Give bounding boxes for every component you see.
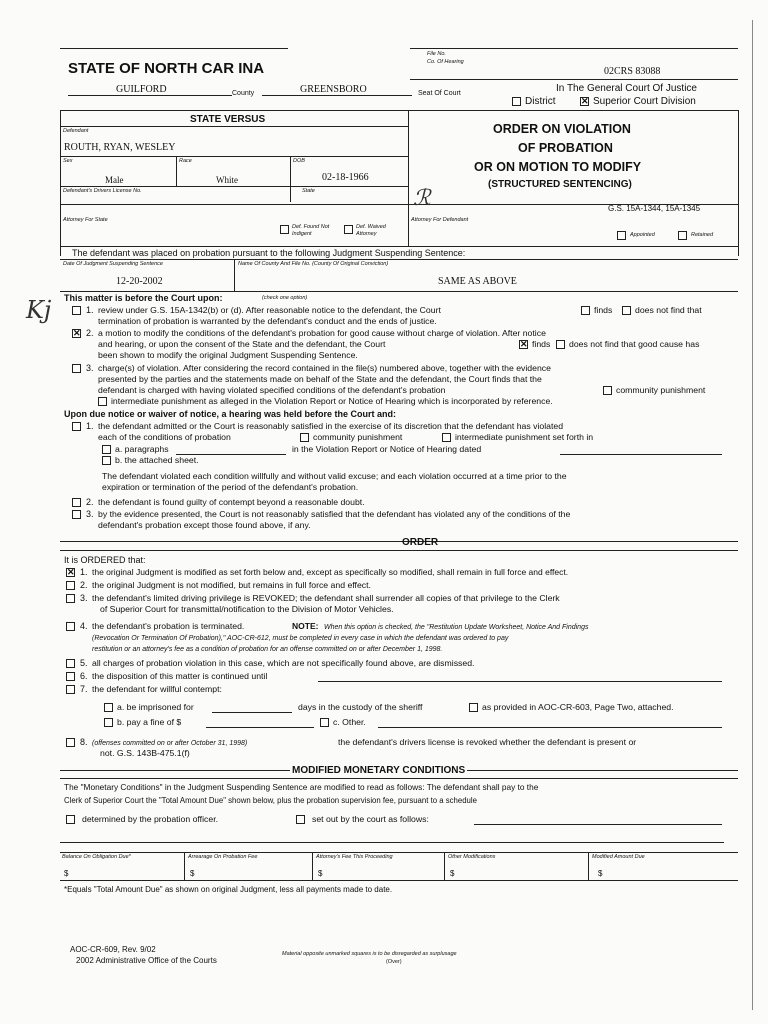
state-label: State [302, 188, 315, 194]
matter-option-1-checkbox[interactable] [72, 306, 81, 315]
h1-intermediate-punishment-label: intermediate punishment set forth in [455, 432, 594, 442]
judge-initials-signature: ℛ [413, 186, 431, 211]
order-5-text: all charges of probation violation in this case, which are not specifically found above, are dismissed. [92, 658, 475, 668]
attorney-state-label: Attorney For State [63, 217, 108, 223]
opt2-finds-checkbox[interactable] [519, 340, 528, 349]
col-modified-amount-label: Modified Amount Due [592, 854, 645, 860]
matter-option-3-checkbox[interactable] [72, 364, 81, 373]
county-value: GUILFORD [116, 84, 167, 95]
order-7c-checkbox[interactable] [320, 718, 329, 727]
matter-option-3-text-b: presented by the parties and the statements made on behalf of the State and the defendant, the Court finds that the [98, 374, 542, 384]
district-checkbox[interactable] [512, 97, 521, 106]
opt3-community-punishment-checkbox[interactable] [603, 386, 612, 395]
order-title-line1: ORDER ON VIOLATION [493, 122, 631, 136]
order-2-checkbox[interactable] [66, 581, 75, 590]
matter-option-3-text-c: defendant is charged with having violated specified conditions of the defendant's probation [98, 385, 446, 395]
order-7a-days-text: days in the custody of the sheriff [298, 702, 423, 712]
order-4-note-text-b: (Revocation Or Termination Of Probation)," AOC-CR-612, must be completed in every case in which the defendant was ordered to pay [92, 635, 509, 642]
order-5-checkbox[interactable] [66, 659, 75, 668]
h1-paragraphs-tail: in the Violation Report or Notice of Hearing dated [292, 444, 482, 454]
superior-court-label: Superior Court Division [593, 96, 696, 107]
judgment-intro: The defendant was placed on probation pursuant to the following Judgment Suspending Sentence: [72, 248, 466, 258]
col-attorney-fee-label: Attorney's Fee This Proceeding [316, 854, 393, 860]
order-8-text-italic: (offenses committed on or after October 31, 1998) [92, 740, 248, 747]
determined-by-officer-label: determined by the probation officer. [82, 814, 219, 824]
order-8-text-b: not. G.S. 143B-475.1(f) [100, 748, 190, 758]
opt1-does-not-find-label: does not find that [635, 305, 702, 315]
seat-label: Seat Of Court [418, 90, 461, 97]
order-3-text-b: of Superior Court for transmittal/notification to the Division of Motor Vehicles. [100, 604, 394, 614]
matter-heading-note: (check one option) [262, 295, 308, 301]
order-4-text: the defendant's probation is terminated. [92, 621, 245, 631]
h1-community-punishment-label: community punishment [313, 432, 403, 442]
opt1-finds-label: finds [594, 305, 613, 315]
retained-checkbox[interactable] [678, 231, 687, 240]
def-waived-label: Def. Waived Attorney [356, 224, 386, 237]
hearing-option-3-text: by the evidence presented, the Court is not reasonably satisfied that the defendant has violated any of the conditions of the [98, 509, 571, 519]
def-found-label: Def. Found Not Indigent [292, 224, 330, 237]
hearing-willful-text-b: expiration or termination of the period of the defendant's probation. [102, 482, 359, 492]
order-7a-aoc-text: as provided in AOC-CR-603, Page Two, attached. [482, 702, 674, 712]
order-title-line3: OR ON MOTION TO MODIFY [474, 160, 642, 174]
determined-by-officer-checkbox[interactable] [66, 815, 75, 824]
handwritten-initials: Kj [26, 296, 52, 324]
order-heading: ORDER [402, 537, 439, 548]
order-8-text: the defendant's drivers license is revoked whether the defendant is present or [338, 737, 637, 747]
hearing-option-1-checkbox[interactable] [72, 422, 81, 431]
monetary-paragraph-b: Clerk of Superior Court the "Total Amount Due" shown below, plus the probation supervision fee, pursuant to a schedule [64, 796, 477, 805]
set-out-by-court-label: set out by the court as follows: [312, 814, 429, 824]
order-7a-checkbox[interactable] [104, 703, 113, 712]
seat-value: GREENSBORO [300, 84, 367, 95]
order-4-note-label: NOTE: [292, 621, 319, 631]
matter-option-2-checkbox[interactable] [72, 329, 81, 338]
order-7-text: the defendant for willful contempt: [92, 684, 222, 694]
race-value: White [216, 175, 238, 185]
state-title: STATE OF NORTH CAR INA [68, 60, 265, 77]
matter-option-3-text: charge(s) of violation. After considering the record contained in the file(s) numbered above, together with the evidence [98, 363, 551, 373]
order-3-checkbox[interactable] [66, 594, 75, 603]
opt3-community-punishment-label: community punishment [616, 385, 706, 395]
county-label: County [232, 90, 255, 97]
order-1-text: the original Judgment is modified as set forth below and, except as specifically so modified, shall remain in full force and effect. [92, 567, 569, 577]
file-no-label: File No. [427, 51, 446, 57]
hearing-option-1-text-b: each of the conditions of probation [98, 432, 231, 442]
h1-paragraphs-checkbox[interactable] [102, 445, 111, 454]
order-6-text: the disposition of this matter is continued until [92, 671, 268, 681]
matter-option-2-text: a motion to modify the conditions of the defendant's probation for good cause without charge of violation. After notice [98, 328, 546, 338]
matter-heading: This matter is before the Court upon: [64, 293, 223, 303]
office-label: 2002 Administrative Office of the Courts [76, 956, 217, 965]
matter-option-1-text: review under G.S. 15A-1342(b) or (d). After reasonable notice to the defendant, the Court [98, 305, 441, 315]
col-arrearage-label: Arrearage On Probation Fee [188, 854, 258, 860]
monetary-paragraph: The "Monetary Conditions" in the Judgment Suspending Sentence are modified to read as follows: The defendant shall pay to the [64, 782, 539, 792]
col-balance-dollar: $ [64, 869, 69, 878]
opt2-does-not-find-label: does not find that good cause has [569, 339, 700, 349]
col-other-label: Other Modifications [448, 854, 496, 860]
matter-option-2-text-d: been shown to modify the original Judgment Suspending Sentence. [98, 350, 358, 360]
defendant-label: Defendant [63, 128, 89, 134]
hearing-willful-text: The defendant violated each condition willfully and without valid excuse; and each violation occurred at a time prior to the [102, 471, 567, 481]
order-7a-aoc-checkbox[interactable] [469, 703, 478, 712]
order-intro: It is ORDERED that: [64, 555, 146, 565]
col-arrearage-dollar: $ [190, 869, 195, 878]
retained-label: Retained [691, 232, 714, 238]
h1-community-punishment-checkbox[interactable] [300, 433, 309, 442]
superior-court-checkbox[interactable] [580, 97, 589, 106]
race-label: Race [179, 158, 192, 164]
original-county-label: Name Of County And File No. (County Of Original Conviction) [238, 261, 389, 267]
sex-label: Sex [63, 158, 73, 164]
order-6-checkbox[interactable] [66, 672, 75, 681]
order-2-text: the original Judgment is not modified, but remains in full force and effect. [92, 580, 371, 590]
file-number: 02CRS 83088 [604, 66, 661, 77]
def-waived-attorney-checkbox[interactable] [344, 225, 353, 234]
set-out-by-court-checkbox[interactable] [296, 815, 305, 824]
order-4-note-text-c: restitution or an attorney's fee as a condition of probation for an offense committed on or after December 1, 1998. [92, 646, 443, 653]
judgment-date: 12-20-2002 [116, 276, 163, 287]
monetary-footnote: *Equals "Total Amount Due" as shown on original Judgment, less all payments made to date. [64, 885, 393, 894]
dob-label: DOB [293, 158, 305, 164]
def-found-not-indigent-checkbox[interactable] [280, 225, 289, 234]
monetary-heading: MODIFIED MONETARY CONDITIONS [292, 765, 466, 776]
over-label: (Over) [386, 959, 402, 965]
hearing-option-2-text: the defendant is found guilty of contempt beyond a reasonable doubt. [98, 497, 365, 507]
district-label: District [525, 96, 556, 107]
appointed-checkbox[interactable] [617, 231, 626, 240]
form-number: AOC-CR-609, Rev. 9/02 [70, 945, 156, 954]
matter-option-2-text-b: and hearing, or upon the consent of the State and the defendant, the Court [98, 339, 386, 349]
col-balance-label: Balance On Obligation Due* [62, 854, 131, 860]
opt2-finds-label: finds [532, 339, 551, 349]
hearing-option-1-text: the defendant admitted or the Court is reasonably satisfied in the exercise of its discretion that the defendant has violated [98, 421, 564, 431]
order-7b-text: b. pay a fine of $ [117, 717, 182, 727]
order-4-note-text: When this option is checked, the "Restitution Update Worksheet, Notice And Findings [324, 624, 589, 631]
dob-value: 02-18-1966 [322, 172, 369, 183]
statute-reference: G.S. 15A-1344, 15A-1345 [608, 204, 701, 213]
h1-intermediate-punishment-checkbox[interactable] [442, 433, 451, 442]
opt1-does-not-find-checkbox[interactable] [622, 306, 631, 315]
hearing-option-2-checkbox[interactable] [72, 498, 81, 507]
order-8-checkbox[interactable] [66, 738, 75, 747]
attorney-defendant-label: Attorney For Defendant [411, 217, 469, 223]
order-1-checkbox[interactable] [66, 568, 75, 577]
state-versus: STATE VERSUS [190, 114, 266, 125]
appointed-label: Appointed [630, 232, 655, 238]
order-7b-checkbox[interactable] [104, 718, 113, 727]
matter-option-1-text-b: termination of probation is warranted by the defendant's conduct and the ends of justice. [98, 316, 437, 326]
matter-option-3-text-d: intermediate punishment as alleged in the Violation Report or Notice of Hearing which is incorporated by reference. [111, 396, 553, 406]
surplusage-note: Material opposite unmarked squares is to be disregarded as surplusage [282, 951, 457, 957]
col-attorney-dollar: $ [318, 869, 323, 878]
opt3-intermediate-punishment-checkbox[interactable] [98, 397, 107, 406]
hearing-option-3-text-b: defendant's probation except those found above, if any. [98, 520, 311, 530]
co-of-hearing-label: Co. Of Hearing [427, 59, 464, 65]
h1-paragraphs-label: a. paragraphs [115, 444, 169, 454]
h1-attached-sheet-checkbox[interactable] [102, 456, 111, 465]
hearing-option-3-checkbox[interactable] [72, 510, 81, 519]
order-title-line4: (STRUCTURED SENTENCING) [488, 179, 632, 190]
defendant-name: ROUTH, RYAN, WESLEY [64, 142, 176, 153]
hearing-heading: Upon due notice or waiver of notice, a hearing was held before the Court and: [64, 409, 397, 419]
col-modified-dollar: $ [598, 869, 603, 878]
sex-value: Male [105, 175, 124, 185]
order-title-line2: OF PROBATION [518, 141, 613, 155]
col-other-dollar: $ [450, 869, 455, 878]
opt2-does-not-find-checkbox[interactable] [556, 340, 565, 349]
h1-attached-sheet-label: b. the attached sheet. [115, 455, 199, 465]
original-county: SAME AS ABOVE [438, 276, 517, 287]
license-label: Defendant's Drivers License No. [63, 188, 142, 194]
judgment-date-label: Date Of Judgment Suspending Sentence [63, 261, 163, 267]
order-7a-text: a. be imprisoned for [117, 702, 194, 712]
order-3-text: the defendant's limited driving privilege is REVOKED; the defendant shall surrender all copies of that privilege to the Clerk [92, 593, 560, 603]
order-4-checkbox[interactable] [66, 622, 75, 631]
order-7c-text: c. Other. [333, 717, 366, 727]
opt1-finds-checkbox[interactable] [581, 306, 590, 315]
court-title: In The General Court Of Justice [556, 83, 697, 94]
order-7-checkbox[interactable] [66, 685, 75, 694]
